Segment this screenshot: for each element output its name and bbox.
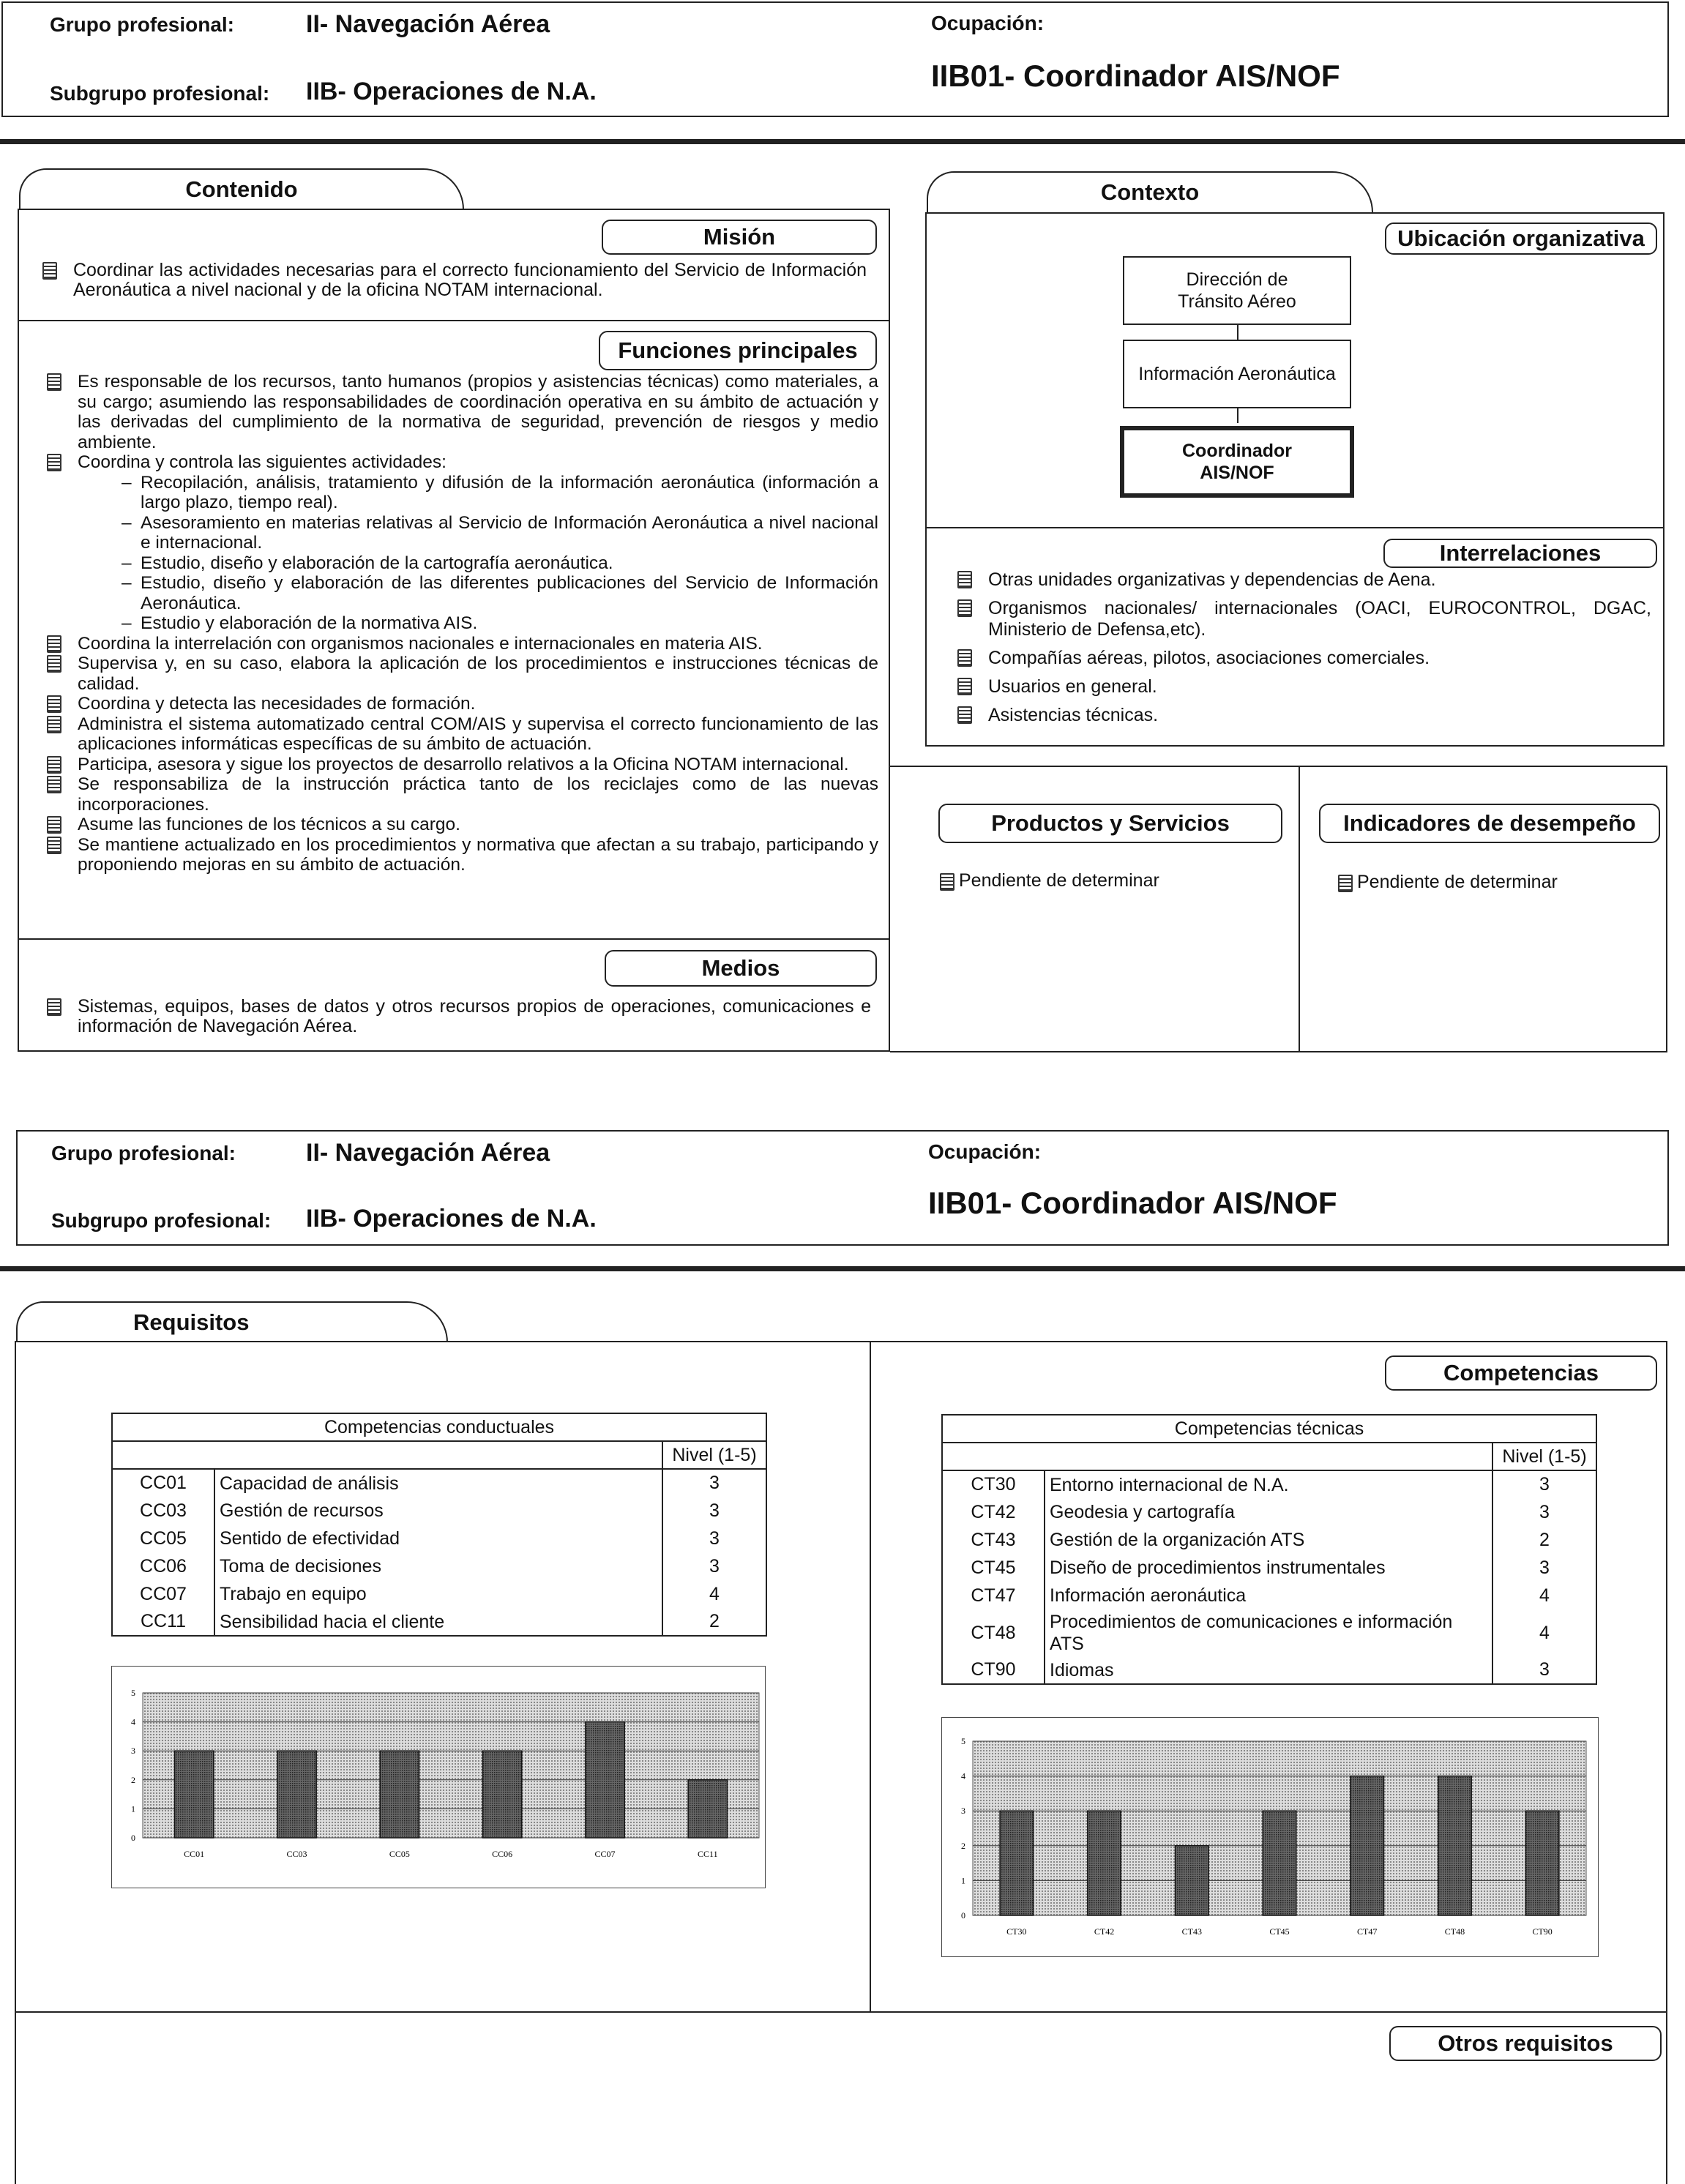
competency-level: 3 bbox=[662, 1497, 766, 1525]
competency-level: 3 bbox=[662, 1469, 766, 1497]
table-row bbox=[112, 1525, 766, 1552]
x-tick-label: CT45 bbox=[1269, 1926, 1290, 1937]
y-tick-label: 3 bbox=[131, 1746, 135, 1757]
table-row bbox=[942, 1526, 1596, 1554]
list-item: Organismos nacionales/ internacionales (OACI, EUROCONTROL, DGAC, Ministerio de Defensa,etc). bbox=[956, 598, 1651, 640]
subgrupo-value: IIB- Operaciones de N.A. bbox=[306, 78, 597, 105]
bar-CC03 bbox=[277, 1751, 316, 1838]
list-item: – Asesoramiento en materias relativas al Servicio de Información Aeronáutica a nivel nacional e internacional. bbox=[122, 513, 878, 553]
table-row bbox=[942, 1470, 1596, 1498]
competency-level: 3 bbox=[1492, 1498, 1596, 1526]
indicadores-title: Indicadores de desempeño bbox=[1319, 804, 1660, 843]
document-icon bbox=[45, 756, 61, 772]
productos-title: Productos y Servicios bbox=[938, 804, 1282, 843]
y-tick-label: 0 bbox=[131, 1833, 135, 1843]
competency-level: 3 bbox=[1492, 1554, 1596, 1582]
document-icon bbox=[45, 776, 61, 792]
competency-name: Sensibilidad hacia el cliente bbox=[214, 1608, 662, 1636]
list-item: – Estudio, diseño y elaboración de la cartografía aeronáutica. bbox=[122, 553, 878, 574]
table-row bbox=[112, 1608, 766, 1636]
ocupacion-label: Ocupación: bbox=[928, 1140, 1042, 1163]
y-tick-label: 0 bbox=[961, 1910, 965, 1921]
bar-CT48 bbox=[1438, 1776, 1471, 1915]
competency-code: CT45 bbox=[942, 1554, 1045, 1582]
table-row bbox=[942, 1609, 1596, 1656]
bar-CT90 bbox=[1525, 1811, 1558, 1915]
competency-level: 3 bbox=[1492, 1656, 1596, 1684]
list-item: Se mantiene actualizado en los procedimientos y normativa que afectan a su trabajo, participando y proponiendo mejoras en su ámbito de actuación. bbox=[45, 835, 878, 875]
competency-name: Información aeronáutica bbox=[1045, 1582, 1492, 1609]
competency-name: Toma de decisiones bbox=[214, 1552, 662, 1580]
competency-code: CT42 bbox=[942, 1498, 1045, 1526]
x-tick-label: CC06 bbox=[492, 1849, 513, 1859]
interrelaciones-list bbox=[956, 569, 1651, 726]
divider bbox=[0, 1266, 1685, 1271]
divider bbox=[1299, 766, 1300, 1052]
x-tick-label: CT90 bbox=[1532, 1926, 1553, 1937]
y-tick-label: 1 bbox=[961, 1875, 965, 1886]
competency-code: CT47 bbox=[942, 1582, 1045, 1609]
document-icon bbox=[45, 695, 61, 711]
conductuales-table bbox=[111, 1413, 767, 1637]
document-icon bbox=[45, 816, 61, 832]
document-icon bbox=[45, 655, 61, 671]
competency-name: Capacidad de análisis bbox=[214, 1469, 662, 1497]
productos-text: Pendiente de determinar bbox=[938, 871, 1282, 891]
bar-CT42 bbox=[1088, 1811, 1121, 1915]
document-icon bbox=[45, 454, 61, 470]
list-item: Es responsable de los recursos, tanto humanos (propios y asistencias técnicas) como materiales, a su cargo; asumiendo las responsabilidades de coordinación operativa en su ámbito de actuación y las derivadas del cumplimiento de la normativa de seguridad, prevención de riesgos y medio ambiente. bbox=[45, 372, 878, 452]
document-icon bbox=[956, 599, 972, 616]
ocupacion-value: IIB01- Coordinador AIS/NOF bbox=[928, 1186, 1337, 1220]
competency-code: CT90 bbox=[942, 1656, 1045, 1684]
org-connector bbox=[1237, 325, 1238, 340]
chart-tecnicas-svg bbox=[942, 1718, 1599, 1958]
list-item: Usuarios en general. bbox=[956, 676, 1651, 698]
competency-name: Procedimientos de comunicaciones e información ATS bbox=[1045, 1609, 1492, 1656]
competency-name: Sentido de efectividad bbox=[214, 1525, 662, 1552]
y-tick-label: 2 bbox=[131, 1774, 135, 1785]
document-icon bbox=[45, 998, 61, 1014]
ocupacion-value: IIB01- Coordinador AIS/NOF bbox=[931, 59, 1340, 93]
mision-title: Misión bbox=[602, 220, 877, 255]
y-tick-label: 2 bbox=[961, 1840, 965, 1851]
nivel-header: Nivel (1-5) bbox=[662, 1441, 766, 1469]
list-item: Asistencias técnicas. bbox=[956, 705, 1651, 726]
chart-tecnicas bbox=[941, 1717, 1599, 1957]
competency-level: 4 bbox=[662, 1580, 766, 1608]
tecnicas-table bbox=[941, 1414, 1597, 1685]
list-item: Coordina y detecta las necesidades de formación. bbox=[45, 694, 878, 714]
list-item: Asume las funciones de los técnicos a su cargo. bbox=[45, 815, 878, 835]
otros-requisitos-title: Otros requisitos bbox=[1389, 2026, 1662, 2061]
competency-name: Gestión de recursos bbox=[214, 1497, 662, 1525]
table-header: Competencias conductuales bbox=[112, 1413, 766, 1441]
competency-name: Trabajo en equipo bbox=[214, 1580, 662, 1608]
table-row bbox=[112, 1497, 766, 1525]
competency-code: CT30 bbox=[942, 1470, 1045, 1498]
list-item: Se responsabiliza de la instrucción práctica tanto de los reciclajes como de las nuevas incorporaciones. bbox=[45, 774, 878, 815]
table-row bbox=[942, 1656, 1596, 1684]
table-header: Competencias técnicas bbox=[942, 1415, 1596, 1443]
y-tick-label: 4 bbox=[961, 1770, 965, 1781]
competency-level: 4 bbox=[1492, 1582, 1596, 1609]
grupo-value: II- Navegación Aérea bbox=[306, 1139, 550, 1167]
table-row bbox=[112, 1552, 766, 1580]
mision-text: Coordinar las actividades necesarias para el correcto funcionamiento del Servicio de Información Aeronáutica a nivel nacional y de la oficina NOTAM internacional. bbox=[41, 261, 867, 300]
competency-level: 3 bbox=[662, 1525, 766, 1552]
chart-conductuales-svg bbox=[112, 1667, 766, 1889]
x-tick-label: CT30 bbox=[1006, 1926, 1027, 1937]
document-icon bbox=[41, 262, 57, 278]
competency-code: CT48 bbox=[942, 1609, 1045, 1656]
document-icon bbox=[938, 873, 954, 889]
table-row bbox=[942, 1554, 1596, 1582]
ocupacion-label: Ocupación: bbox=[931, 12, 1045, 34]
bar-CT43 bbox=[1176, 1846, 1208, 1915]
y-tick-label: 3 bbox=[961, 1806, 965, 1817]
list-item: Supervisa y, en su caso, elabora la aplicación de los procedimientos e instrucciones técnicas de calidad. bbox=[45, 654, 878, 694]
x-tick-label: CC11 bbox=[698, 1849, 718, 1859]
competency-code: CC11 bbox=[112, 1608, 214, 1636]
competency-level: 2 bbox=[662, 1608, 766, 1636]
competency-code: CC01 bbox=[112, 1469, 214, 1497]
org-connector bbox=[1237, 408, 1238, 423]
divider bbox=[15, 2011, 1667, 2013]
x-tick-label: CT42 bbox=[1094, 1926, 1115, 1937]
competency-name: Diseño de procedimientos instrumentales bbox=[1045, 1554, 1492, 1582]
bar-CC11 bbox=[688, 1780, 727, 1838]
ubicacion-title: Ubicación organizativa bbox=[1385, 222, 1657, 255]
medios-title: Medios bbox=[605, 950, 877, 987]
org-node-direccion: Dirección de Tránsito Aéreo bbox=[1123, 256, 1351, 325]
subgrupo-value: IIB- Operaciones de N.A. bbox=[306, 1205, 597, 1233]
funciones-title: Funciones principales bbox=[599, 331, 877, 370]
divider bbox=[18, 938, 890, 940]
list-item: Coordina y controla las siguientes actividades: – Recopilación, análisis, tratamiento y difusión de la información aeronáutica (información a largo plazo, tiempo real). – Asesoramiento en materias relativas al Servicio de Información Aeronáutica a nivel nacional e internacional. – Estudio, diseño y elaboración de la cartografía aeronáutica. – Estudio, diseño y elaboración de las diferentes publicaciones del Servicio de Información Aeronáutica. – Estudio y elaboración de la normativa AIS. bbox=[45, 452, 878, 634]
org-node-informacion: Información Aeronáutica bbox=[1123, 340, 1351, 408]
competency-code: CT43 bbox=[942, 1526, 1045, 1554]
y-tick-label: 5 bbox=[131, 1688, 135, 1698]
divider bbox=[18, 320, 890, 321]
x-tick-label: CC01 bbox=[184, 1849, 205, 1859]
table-row bbox=[112, 1580, 766, 1608]
table-row bbox=[942, 1498, 1596, 1526]
list-item: Otras unidades organizativas y dependencias de Aena. bbox=[956, 569, 1651, 591]
x-tick-label: CT43 bbox=[1181, 1926, 1202, 1937]
competency-name: Gestión de la organización ATS bbox=[1045, 1526, 1492, 1554]
competency-code: CC07 bbox=[112, 1580, 214, 1608]
interrelaciones-title: Interrelaciones bbox=[1383, 539, 1657, 568]
document-icon bbox=[1337, 875, 1353, 891]
subgrupo-label: Subgrupo profesional: bbox=[51, 1209, 272, 1232]
subgrupo-label: Subgrupo profesional: bbox=[50, 82, 270, 105]
x-tick-label: CC03 bbox=[286, 1849, 307, 1859]
document-icon bbox=[956, 571, 972, 587]
document-icon bbox=[956, 649, 972, 665]
indicadores-text: Pendiente de determinar bbox=[1337, 872, 1659, 892]
competency-code: CC03 bbox=[112, 1497, 214, 1525]
list-item: Administra el sistema automatizado central COM/AIS y supervisa el correcto funcionamiento de las aplicaciones informáticas específicas de su ámbito de actuación. bbox=[45, 714, 878, 755]
y-tick-label: 4 bbox=[131, 1716, 135, 1727]
bar-CC01 bbox=[175, 1751, 214, 1838]
document-icon bbox=[956, 678, 972, 694]
document-icon bbox=[45, 837, 61, 853]
y-tick-label: 5 bbox=[961, 1736, 965, 1746]
x-tick-label: CT48 bbox=[1444, 1926, 1465, 1937]
list-item: – Estudio, diseño y elaboración de las diferentes publicaciones del Servicio de Información Aeronáutica. bbox=[122, 573, 878, 613]
list-item: Coordina la interrelación con organismos nacionales e internacionales en materia AIS. bbox=[45, 634, 878, 654]
bar-CT30 bbox=[1000, 1811, 1033, 1915]
tab-contexto: Contexto bbox=[927, 171, 1373, 212]
table-row bbox=[112, 1469, 766, 1497]
x-tick-label: CT47 bbox=[1357, 1926, 1378, 1937]
competency-code: CC05 bbox=[112, 1525, 214, 1552]
competency-name: Entorno internacional de N.A. bbox=[1045, 1470, 1492, 1498]
medios-text: Sistemas, equipos, bases de datos y otros recursos propios de operaciones, comunicaciones e información de Navegación Aérea. bbox=[45, 997, 871, 1036]
document-icon bbox=[45, 635, 61, 651]
competency-level: 3 bbox=[662, 1552, 766, 1580]
org-node-coordinador: Coordinador AIS/NOF bbox=[1120, 426, 1354, 498]
competency-name: Geodesia y cartografía bbox=[1045, 1498, 1492, 1526]
list-item: – Recopilación, análisis, tratamiento y difusión de la información aeronáutica (información a largo plazo, tiempo real). bbox=[122, 473, 878, 513]
bar-CC05 bbox=[380, 1751, 419, 1838]
list-item: Participa, asesora y sigue los proyectos de desarrollo relativos a la Oficina NOTAM internacional. bbox=[45, 755, 878, 775]
competency-level: 2 bbox=[1492, 1526, 1596, 1554]
x-tick-label: CC05 bbox=[389, 1849, 410, 1859]
competency-level: 3 bbox=[1492, 1470, 1596, 1498]
plot-area bbox=[143, 1693, 759, 1838]
document-icon bbox=[45, 373, 61, 389]
competency-code: CC06 bbox=[112, 1552, 214, 1580]
competency-level: 4 bbox=[1492, 1609, 1596, 1656]
bar-CT45 bbox=[1263, 1811, 1296, 1915]
chart-conductuales bbox=[111, 1666, 766, 1888]
document-icon bbox=[956, 706, 972, 722]
grupo-label: Grupo profesional: bbox=[50, 13, 234, 36]
list-item: Compañías aéreas, pilotos, asociaciones comerciales. bbox=[956, 648, 1651, 669]
competencias-title: Competencias bbox=[1385, 1355, 1657, 1391]
grupo-label: Grupo profesional: bbox=[51, 1142, 236, 1164]
tab-contenido: Contenido bbox=[19, 168, 464, 209]
divider bbox=[925, 527, 1665, 528]
bar-CT47 bbox=[1350, 1776, 1383, 1915]
list-item: – Estudio y elaboración de la normativa AIS. bbox=[122, 613, 878, 634]
x-tick-label: CC07 bbox=[594, 1849, 616, 1859]
y-tick-label: 1 bbox=[131, 1803, 135, 1814]
nivel-header: Nivel (1-5) bbox=[1492, 1443, 1596, 1470]
funciones-list bbox=[45, 372, 878, 875]
bar-CC07 bbox=[586, 1722, 624, 1838]
divider bbox=[870, 1341, 871, 2011]
grupo-value: II- Navegación Aérea bbox=[306, 10, 550, 38]
document-icon bbox=[45, 716, 61, 732]
divider bbox=[0, 139, 1685, 144]
bar-CC06 bbox=[483, 1751, 522, 1838]
competency-name: Idiomas bbox=[1045, 1656, 1492, 1684]
table-row bbox=[942, 1582, 1596, 1609]
tab-requisitos: Requisitos bbox=[16, 1301, 448, 1342]
